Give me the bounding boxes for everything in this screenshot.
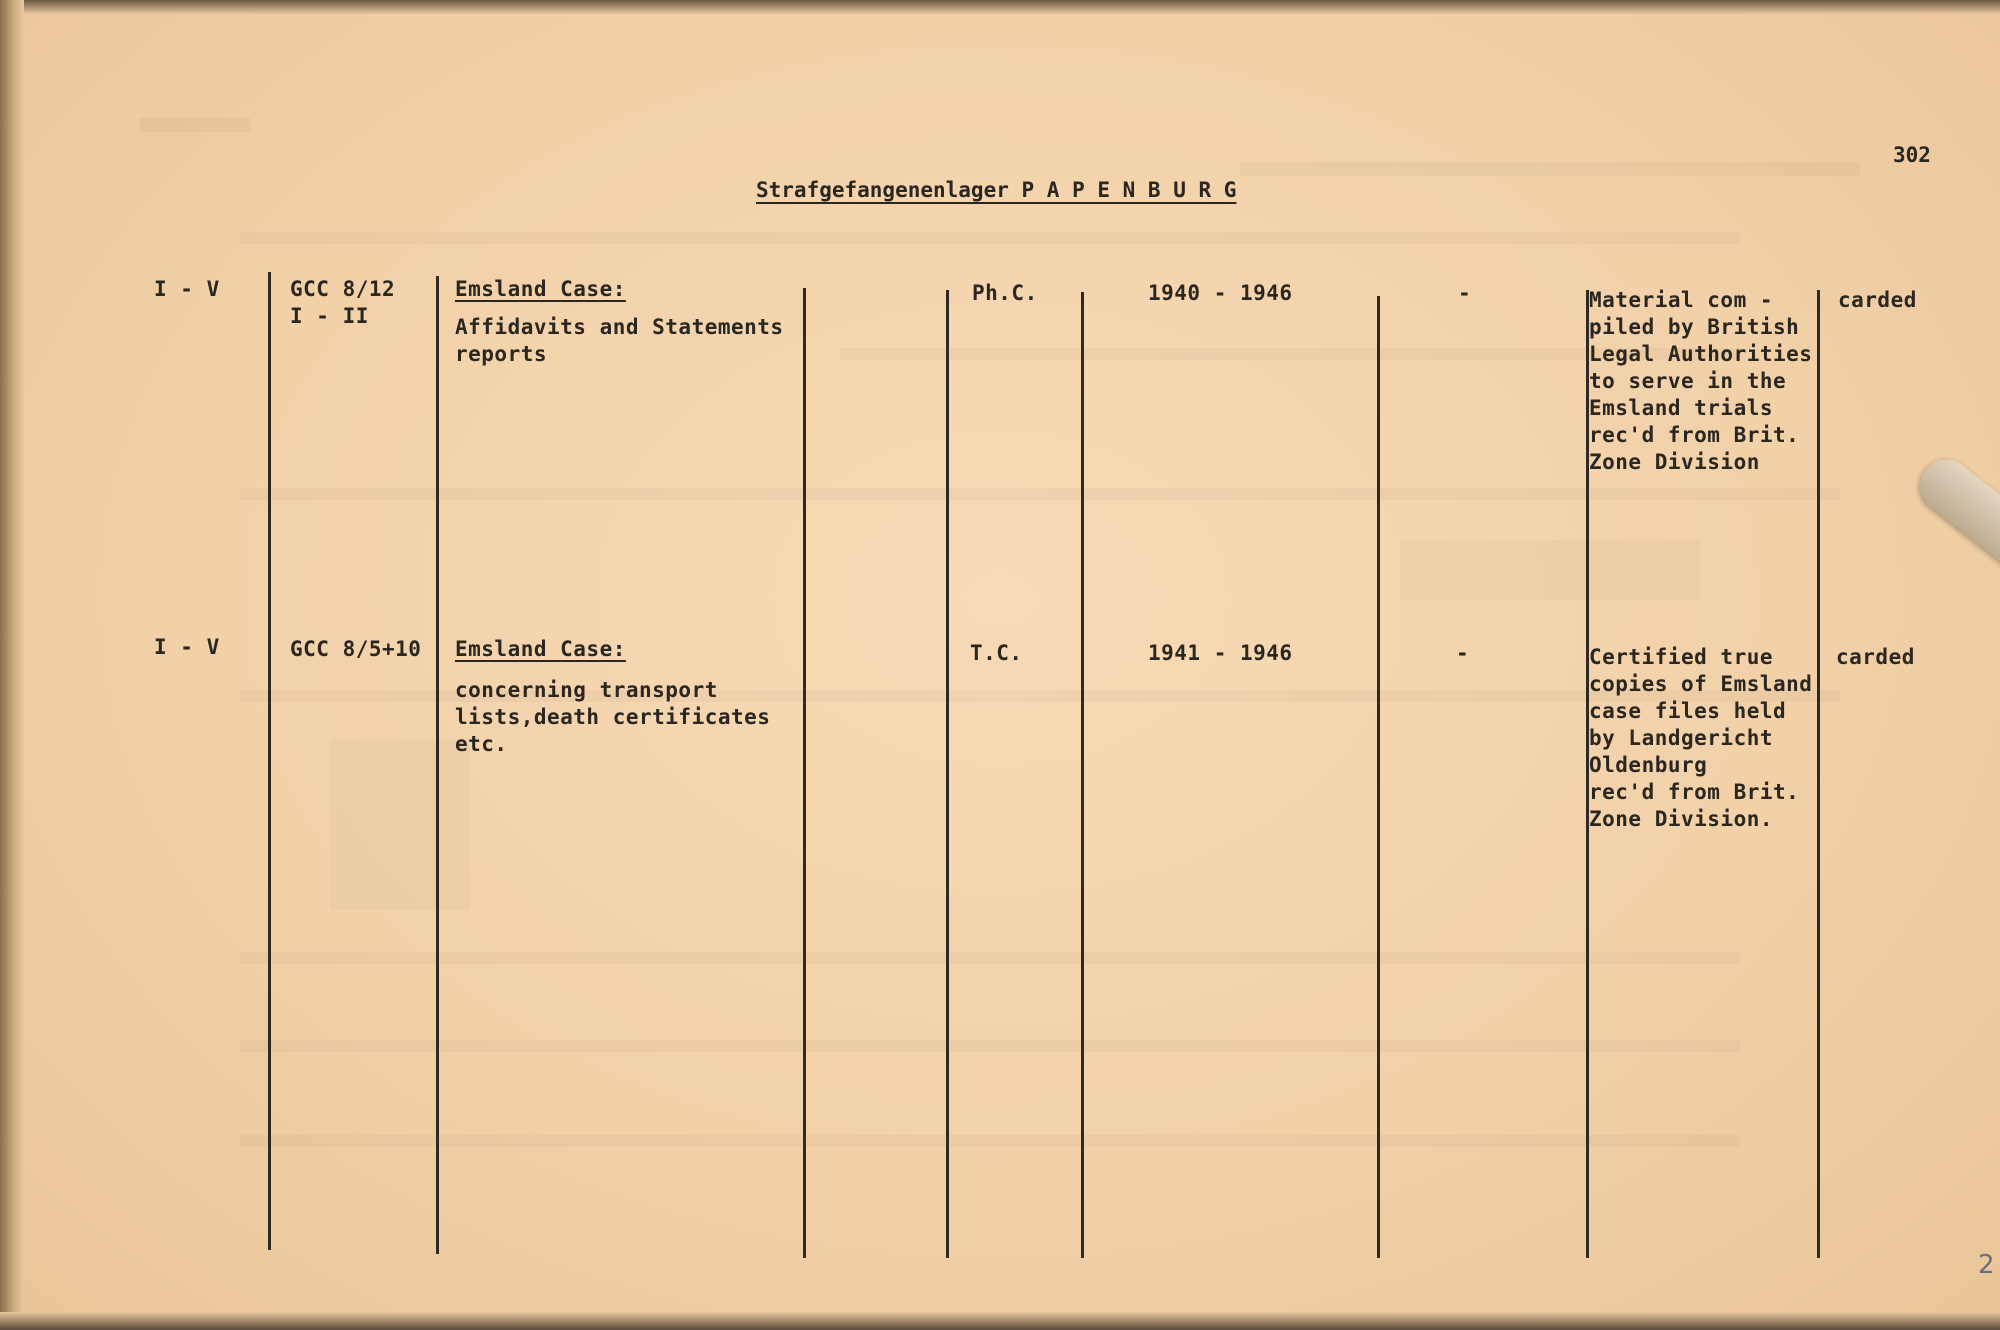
empty-dash: -: [1456, 641, 1470, 665]
case-heading: Emsland Case:: [455, 637, 626, 661]
remarks-line: Material com -: [1589, 288, 1774, 312]
row-reference-sub: I - II: [290, 304, 369, 328]
case-description-line: etc.: [455, 732, 508, 756]
remarks-line: copies of Emsland: [1589, 672, 1813, 696]
status-carded: carded: [1838, 288, 1917, 312]
remarks-line: Zone Division.: [1589, 807, 1774, 831]
empty-dash: -: [1458, 281, 1472, 305]
page-number: 302: [1893, 143, 1931, 167]
column-rule: [1081, 292, 1084, 1258]
remarks-line: Legal Authorities: [1589, 342, 1813, 366]
page-top-edge: [0, 0, 2000, 14]
remarks-line: rec'd from Brit.: [1589, 423, 1800, 447]
row-reference: GCC 8/5+10: [290, 637, 422, 661]
remarks-line: rec'd from Brit.: [1589, 780, 1800, 804]
row-range: I - V: [154, 277, 220, 301]
remarks-line: Oldenburg: [1589, 753, 1708, 777]
document-type: T.C.: [970, 641, 1023, 665]
case-description-line: Affidavits and Statements: [455, 315, 784, 339]
case-description-line: lists,death certificates: [455, 705, 771, 729]
remarks-line: to serve in the: [1589, 369, 1787, 393]
date-range: 1940 - 1946: [1148, 281, 1293, 305]
binding-edge: [0, 0, 24, 1330]
case-description-line: reports: [455, 342, 548, 366]
column-rule: [803, 288, 806, 1258]
row-reference: GCC 8/12: [290, 277, 396, 301]
remarks-line: Zone Division: [1589, 450, 1760, 474]
paper-clip: [1910, 449, 2000, 582]
page-bottom-edge: [0, 1312, 2000, 1330]
remarks-line: case files held: [1589, 699, 1787, 723]
column-rule: [1377, 296, 1380, 1258]
page-title: Strafgefangenenlager P A P E N B U R G: [756, 178, 1237, 202]
column-rule: [268, 272, 271, 1250]
row-range: I - V: [154, 635, 220, 659]
pencil-margin-mark: 2: [1978, 1250, 1995, 1280]
date-range: 1941 - 1946: [1148, 641, 1293, 665]
remarks-line: by Landgericht: [1589, 726, 1774, 750]
status-carded: carded: [1836, 645, 1915, 669]
remarks-line: Certified true: [1589, 645, 1774, 669]
remarks-line: Emsland trials: [1589, 396, 1774, 420]
case-description-line: concerning transport: [455, 678, 718, 702]
case-heading: Emsland Case:: [455, 277, 626, 301]
column-rule: [1817, 290, 1820, 1258]
column-rule: [946, 290, 949, 1258]
document-type: Ph.C.: [972, 281, 1038, 305]
column-rule: [436, 276, 439, 1254]
remarks-line: piled by British: [1589, 315, 1800, 339]
